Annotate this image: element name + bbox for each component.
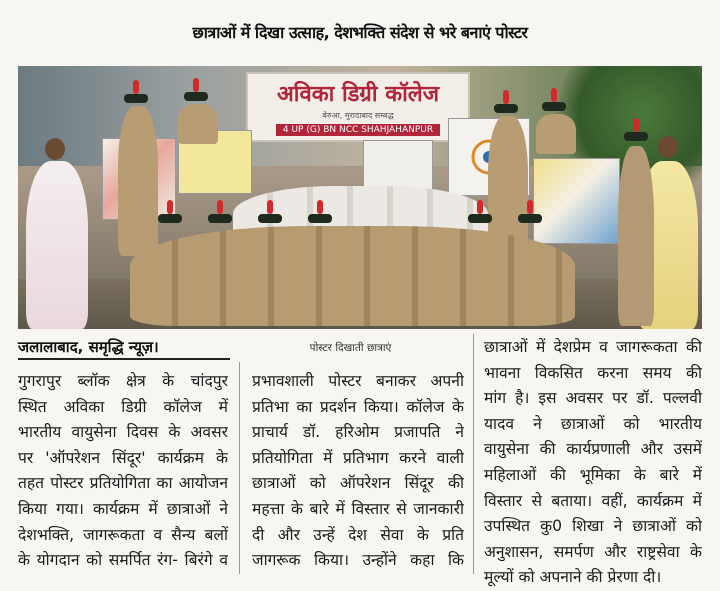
front-row-cadets bbox=[130, 226, 575, 326]
news-photo bbox=[18, 66, 702, 329]
column-1-line: गुगरापुर ब्लॉक क्षेत्र के चांदपुर bbox=[18, 372, 228, 390]
front-cadet-beret-6 bbox=[518, 214, 542, 223]
column-3-line: अनुशासन, समर्पण और राष्ट्रसेवा के bbox=[484, 542, 702, 561]
column-2-line: प्राचार्य डॉ. हरिओम प्रजापति ने bbox=[252, 423, 464, 442]
cadet-back-2-beret bbox=[184, 92, 208, 101]
woman-left-head bbox=[45, 138, 65, 160]
cadet-back-4 bbox=[536, 114, 576, 154]
column-3-line: महिलाओं की भूमिका के बारे में bbox=[484, 465, 702, 484]
article-column-3 bbox=[484, 335, 702, 591]
article-column-1 bbox=[18, 369, 228, 574]
cadet-back-2 bbox=[178, 104, 218, 144]
front-cadet-plume-3 bbox=[267, 200, 273, 214]
woman-left bbox=[26, 161, 88, 329]
banner-subtitle: बेरुआ, मुरादाबाद सम्बद्ध bbox=[322, 111, 394, 120]
front-cadet-plume-4 bbox=[317, 200, 323, 214]
article-column-2 bbox=[252, 369, 464, 574]
banner-unit: 4 UP (G) BN NCC SHAHJAHANPUR bbox=[276, 124, 440, 136]
column-3-line: छात्राओं में देशप्रेम व जागरूकता की bbox=[484, 338, 702, 356]
cadet-back-1-beret bbox=[124, 94, 148, 103]
column-1-line: देशभक्ति, जागरूकता व सैन्य बलों bbox=[18, 525, 228, 544]
column-2-line: प्रभावशाली पोस्टर बनाकर अपनी bbox=[252, 372, 464, 390]
column-3-line: भावना विकसित करना समय की bbox=[484, 363, 702, 382]
column-3-line: मांग है। इस अवसर पर डॉ. पल्लवी bbox=[484, 389, 702, 408]
column-divider-right bbox=[473, 334, 474, 574]
cadet-back-4-plume bbox=[551, 88, 557, 102]
column-2-line: जागरूक किया। उन्होंने कहा कि bbox=[252, 551, 464, 570]
poster-right-art bbox=[533, 158, 620, 244]
front-cadet-plume-5 bbox=[477, 200, 483, 214]
column-1-line: भारतीय वायुसेना दिवस के अवसर bbox=[18, 423, 228, 442]
column-2-line: महत्ता के बारे में विस्तार से जानकारी bbox=[252, 499, 464, 518]
front-cadet-beret-4 bbox=[308, 214, 332, 223]
photo-caption: पोस्टर दिखाती छात्राएं bbox=[309, 342, 392, 354]
front-cadet-plume-1 bbox=[167, 200, 173, 214]
cadet-back-1-plume bbox=[133, 80, 139, 94]
cadet-back-2-plume bbox=[193, 78, 199, 92]
cadet-back-3-plume bbox=[503, 90, 509, 104]
banner-title: अविका डिग्री कॉलेज bbox=[276, 82, 440, 107]
column-1-line: के योगदान को समर्पित रंग- बिरंगे व bbox=[18, 551, 228, 570]
cadet-back-5-beret bbox=[624, 132, 648, 141]
front-cadet-beret-2 bbox=[208, 214, 232, 223]
column-divider-left bbox=[239, 362, 240, 574]
column-2-line: प्रतियोगिता में प्रतिभाग करने वाली bbox=[252, 448, 464, 467]
front-cadet-plume-6 bbox=[527, 200, 533, 214]
cadet-back-4-beret bbox=[542, 102, 566, 111]
column-2-line: दी और उन्हें देश सेवा के प्रति bbox=[252, 525, 464, 544]
front-cadet-beret-3 bbox=[258, 214, 282, 223]
column-1-line: स्थित अविका डिग्री कॉलेज में bbox=[18, 397, 228, 416]
column-1-line: तहत पोस्टर प्रतियोगिता का आयोजन bbox=[18, 474, 228, 493]
column-2-line: प्रतिभा का प्रदर्शन किया। कॉलेज के bbox=[252, 397, 464, 416]
column-1-line: पर 'ऑपरेशन सिंदूर' कार्यक्रम के bbox=[18, 448, 228, 467]
dateline-underline bbox=[18, 358, 230, 360]
cadet-back-5 bbox=[618, 146, 654, 326]
front-cadet-plume-2 bbox=[217, 200, 223, 214]
column-3-line: वायुसेना की कार्यप्रणाली और उसमें bbox=[484, 440, 702, 459]
front-cadet-beret-1 bbox=[158, 214, 182, 223]
woman-right-head bbox=[658, 136, 678, 158]
column-3-line: उपस्थित कु0 शिखा ने छात्राओं को bbox=[484, 517, 702, 536]
column-3-line: मूल्यों को अपनाने की प्रेरणा दी। bbox=[484, 568, 662, 587]
column-1-line: किया गया। कार्यक्रम में छात्राओं ने bbox=[18, 499, 228, 518]
cadet-back-5-plume bbox=[633, 118, 639, 132]
column-3-line: यादव ने छात्राओं को भारतीय bbox=[484, 414, 702, 433]
column-2-line: छात्राओं को ऑपरेशन सिंदूर की bbox=[252, 474, 464, 493]
college-banner bbox=[246, 72, 470, 142]
column-3-line: विस्तार से बताया। वहीं, कार्यक्रम में bbox=[484, 491, 702, 510]
cadet-back-1 bbox=[118, 106, 158, 256]
headline: छात्राओं में दिखा उत्साह, देशभक्ति संदेश से भरे बनाएं पोस्टर bbox=[192, 23, 528, 42]
cadet-back-3-beret bbox=[494, 104, 518, 113]
dateline: जलालाबाद, समृद्धि न्यूज़। bbox=[18, 338, 159, 356]
front-cadet-beret-5 bbox=[468, 214, 492, 223]
